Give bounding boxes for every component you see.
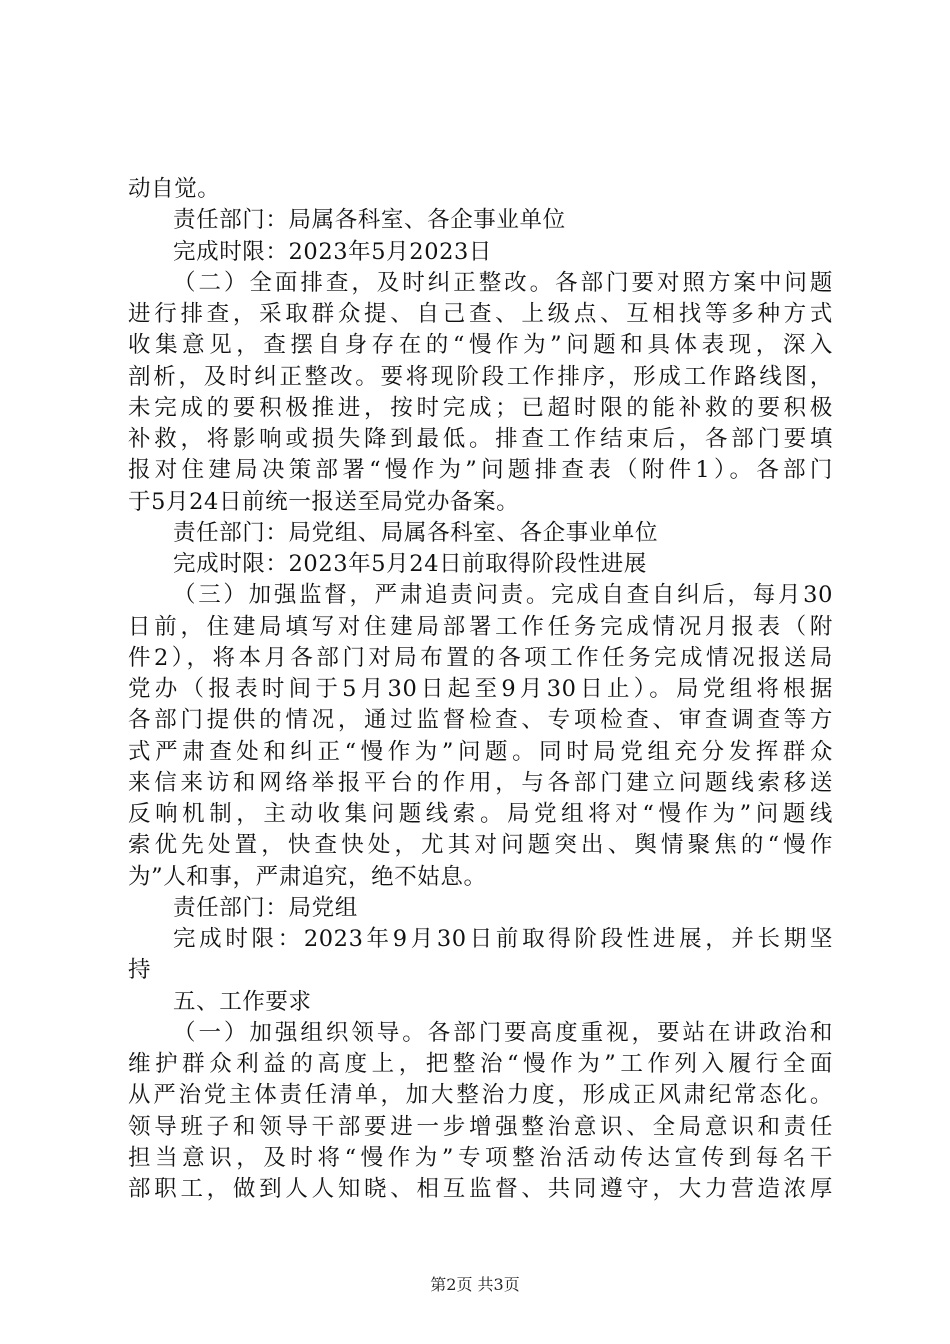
page-number: 第2页 共3页 bbox=[430, 1275, 520, 1294]
text-line: 维护群众利益的高度上，把整治“慢作为”工作列入履行全面 bbox=[128, 1051, 833, 1077]
text-line: 完成时限：2023年9月30日前取得阶段性进展，并长期坚 bbox=[173, 926, 833, 952]
text-line: （三）加强监督，严肃追责问责。完成自查自纠后，每月30 bbox=[173, 582, 833, 609]
text-line: 反响机制，主动收集问题线索。局党组将对“慢作为”问题线 bbox=[128, 801, 833, 827]
text-line: 完成时限：2023年5月24日前取得阶段性进展 bbox=[173, 551, 648, 577]
text-line: 补救，将影响或损失降到最低。排查工作结束后，各部门要填 bbox=[128, 426, 833, 452]
text-line: 式严肃查处和纠正“慢作为”问题。同时局党组充分发挥群众 bbox=[128, 738, 833, 765]
text-line: 进行排查，采取群众提、自己查、上级点、互相找等多种方式 bbox=[128, 301, 833, 327]
text-line: 持 bbox=[128, 957, 152, 984]
text-line: 未完成的要积极推进，按时完成；已超时限的能补救的要积极 bbox=[128, 394, 833, 421]
text-line: （一）加强组织领导。各部门要高度重视，要站在讲政治和 bbox=[173, 1019, 833, 1046]
document-body bbox=[128, 174, 833, 1205]
text-line: 各部门提供的情况，通过监督检查、专项检查、审查调查等方 bbox=[128, 707, 833, 734]
text-line: 剖析，及时纠正整改。要将现阶段工作排序，形成工作路线图， bbox=[128, 363, 833, 390]
text-line: 动自觉。 bbox=[128, 176, 221, 202]
text-line: 于5月24日前统一报送至局党办备案。 bbox=[128, 488, 520, 515]
text-line: 为”人和事，严肃追究，绝不姑息。 bbox=[128, 863, 487, 890]
text-line: （二）全面排查，及时纠正整改。各部门要对照方案中问题 bbox=[173, 269, 833, 296]
text-line: 收集意见，查摆自身存在的“慢作为”问题和具体表现，深入 bbox=[128, 332, 833, 359]
text-line: 件2），将本月各部门对局布置的各项工作任务完成情况报送局 bbox=[128, 644, 833, 671]
text-line: 完成时限：2023年5月2023日 bbox=[173, 238, 493, 265]
text-line: 部职工，做到人人知晓、相互监督、共同遵守，大力营造浓厚 bbox=[128, 1176, 833, 1202]
text-line: 索优先处置，快查快处，尤其对问题突出、舆情聚焦的“慢作 bbox=[128, 832, 833, 859]
text-line: 党办（报表时间于5月30日起至9月30日止）。局党组将根据 bbox=[128, 676, 833, 702]
text-line: 来信来访和网络举报平台的作用，与各部门建立问题线索移送 bbox=[128, 769, 833, 796]
text-line: 领导班子和领导干部要进一步增强整治意识、全局意识和责任 bbox=[128, 1113, 833, 1140]
text-line: 责任部门：局属各科室、各企事业单位 bbox=[173, 207, 566, 234]
text-line: 五、工作要求 bbox=[173, 988, 312, 1015]
text-line: 从严治党主体责任清单，加大整治力度，形成正风肃纪常态化。 bbox=[128, 1082, 833, 1109]
text-line: 责任部门：局党组、局属各科室、各企事业单位 bbox=[173, 519, 659, 546]
text-line: 报对住建局决策部署“慢作为”问题排查表（附件1）。各部门 bbox=[128, 457, 833, 484]
page-footer bbox=[0, 1275, 950, 1295]
text-line: 日前，住建局填写对住建局部署工作任务完成情况月报表（附 bbox=[128, 613, 833, 640]
text-line: 担当意识，及时将“慢作为”专项整治活动传达宣传到每名干 bbox=[128, 1144, 833, 1171]
text-line: 责任部门：局党组 bbox=[173, 894, 358, 921]
